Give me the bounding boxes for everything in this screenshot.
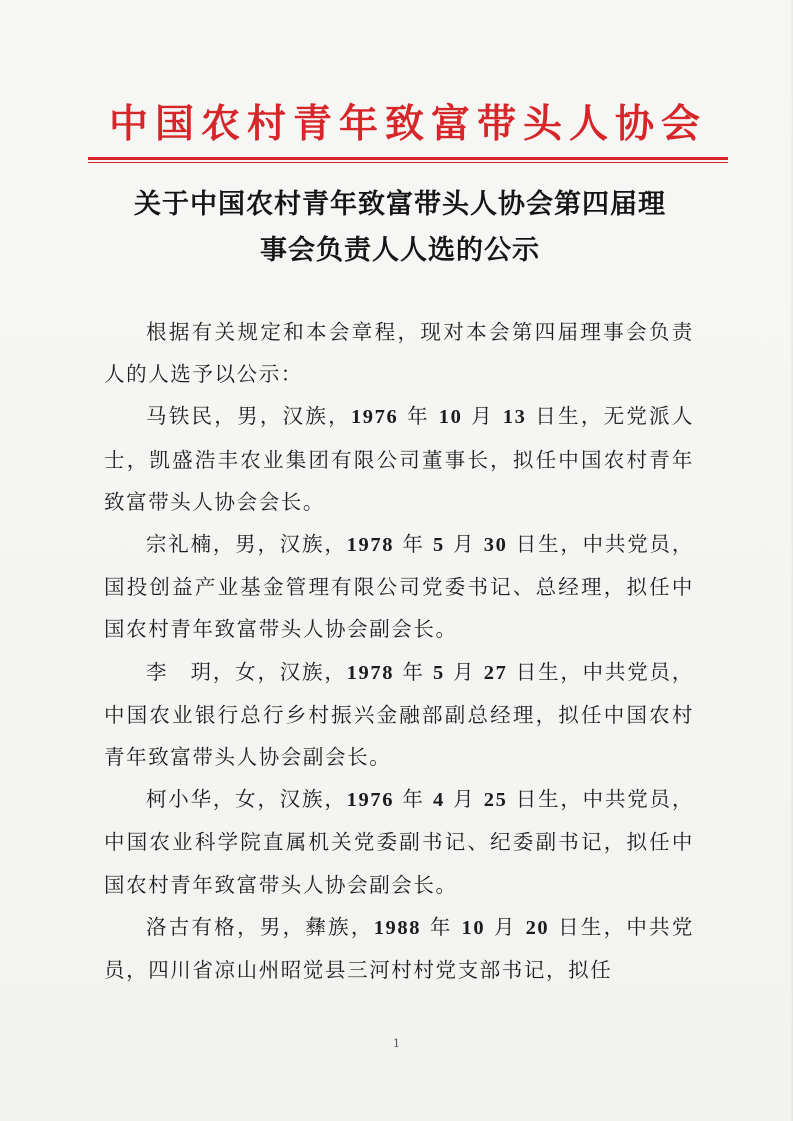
month-unit: 月: [453, 532, 476, 557]
birth-month: 4: [432, 789, 445, 812]
document-body: [104, 311, 694, 991]
candidate-name: 马铁民，男，汉族，: [146, 404, 351, 429]
candidate-name: 柯小华，女，汉族，: [146, 787, 347, 812]
candidate-name: 洛古有格，男，彝族，: [146, 914, 374, 939]
page-number: 1: [393, 1037, 400, 1050]
candidate-paragraph: [104, 523, 694, 651]
candidate-paragraph: [104, 395, 694, 523]
month-unit: 月: [493, 914, 517, 939]
month-unit: 月: [453, 659, 476, 684]
birth-year: 1978: [346, 534, 395, 557]
birth-day: 13: [502, 406, 527, 429]
candidate-details: 日生，中共党员，国投创益产业基金管理有限公司党委书记、总经理，拟任中国农村青年致富带头人协会副会长。: [104, 532, 694, 642]
year-unit: 年: [402, 659, 425, 684]
birth-month: 5: [432, 534, 445, 557]
candidate-paragraph: [104, 651, 694, 779]
candidate-name: 宗礼楠，男，汉族，: [146, 532, 347, 557]
candidate-paragraph: [104, 906, 694, 991]
birth-day: 20: [525, 916, 550, 939]
document-title-line-2: 事会负责人人选的公示: [260, 235, 540, 266]
document-title-line-1: 关于中国农村青年致富带头人协会第四届理: [134, 189, 666, 220]
year-unit: 年: [407, 404, 430, 429]
document-title: [90, 182, 710, 274]
birth-year: 1976: [350, 406, 399, 429]
letterhead-red-rule: [88, 157, 728, 160]
candidate-details: 日生，中共党员，四川省凉山州昭觉县三河村村党支部书记，拟任: [104, 914, 695, 983]
birth-year: 1978: [346, 661, 395, 684]
birth-year: 1976: [346, 789, 395, 812]
birth-day: 30: [483, 534, 508, 557]
intro-text: 根据有关规定和本会章程，现对本会第四届理事会负责人的人选予以公示：: [104, 320, 694, 387]
birth-month: 10: [461, 916, 486, 939]
candidate-details: 日生，中共党员，中国农业科学院直属机关党委副书记、纪委副书记，拟任中国农村青年致富带头人协会副会长。: [104, 787, 694, 897]
birth-month: 5: [432, 661, 445, 684]
letterhead-org-name: 中国农村青年致富带头人协会: [108, 101, 707, 147]
year-unit: 年: [402, 787, 425, 812]
candidate-paragraph: [104, 778, 694, 906]
birth-day: 27: [483, 661, 508, 684]
year-unit: 年: [402, 532, 425, 557]
candidate-details: 日生，无党派人士，凯盛浩丰农业集团有限公司董事长，拟任中国农村青年致富带头人协会会长。: [104, 404, 695, 514]
birth-day: 25: [483, 789, 508, 812]
candidate-name: 李 玥，女，汉族，: [146, 659, 347, 684]
birth-month: 10: [438, 406, 463, 429]
candidate-details: 日生，中共党员，中国农业银行总行乡村振兴金融部副总经理，拟任中国农村青年致富带头人协会副会长。: [104, 659, 694, 770]
letterhead-red-rule-thin: [88, 162, 728, 163]
month-unit: 月: [453, 787, 476, 812]
birth-year: 1988: [373, 916, 422, 939]
month-unit: 月: [471, 404, 494, 429]
year-unit: 年: [429, 914, 453, 939]
intro-paragraph: [104, 311, 694, 395]
